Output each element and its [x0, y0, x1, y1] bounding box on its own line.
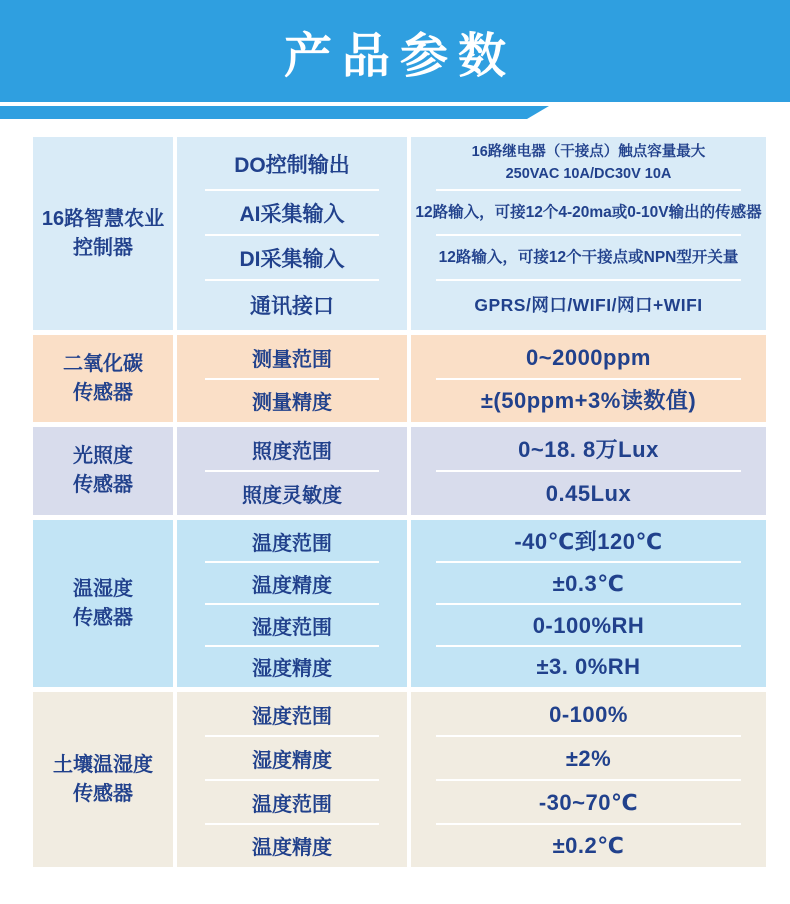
spec-value-line: ±0.3℃	[552, 570, 625, 596]
spec-value-line: 0-100%RH	[532, 612, 645, 638]
spec-row-label: DI采集输入	[177, 235, 407, 280]
spec-value-line: 12路输入，可接12个干接点或NPN型开关量	[438, 248, 739, 266]
spec-row-value	[411, 562, 766, 604]
spec-section-0	[33, 137, 766, 330]
spec-value-line: 250VAC 10A/DC30V 10A	[505, 165, 672, 182]
spec-value-line: -40℃到120℃	[514, 528, 663, 554]
section-name	[33, 692, 173, 867]
spec-row-label: 湿度范围	[252, 705, 332, 728]
section-name-line: 传感器	[73, 606, 133, 629]
spec-section-3	[33, 520, 766, 687]
spec-row-label: DO控制输出	[234, 153, 350, 177]
spec-row-label: 温度精度	[177, 562, 407, 604]
section-name-line: 二氧化碳	[63, 352, 143, 375]
section-name-line: 传感器	[73, 782, 133, 805]
spec-row-value	[411, 692, 766, 736]
section-name-line: 温湿度	[73, 577, 133, 600]
spec-value-line: ±2%	[565, 745, 612, 771]
spec-row-value	[411, 736, 766, 780]
spec-row-label: 通讯接口	[177, 280, 407, 330]
spec-value-line: GPRS/网口/WIFI/网口+WIFI	[474, 294, 703, 315]
spec-row-label: 湿度精度	[177, 646, 407, 687]
section-name	[33, 520, 173, 687]
section-values-column	[411, 335, 766, 422]
spec-value-line: 0.45Lux	[545, 480, 632, 506]
spec-row-value	[411, 520, 766, 562]
spec-row-label: 温度精度	[177, 824, 407, 867]
spec-row-value	[411, 190, 766, 235]
spec-row-value	[411, 335, 766, 379]
spec-row-value	[411, 646, 766, 687]
section-labels-column	[177, 520, 407, 687]
page-title: 产品参数	[283, 29, 516, 83]
spec-table	[33, 137, 766, 867]
section-name	[33, 427, 173, 515]
spec-row-label: 湿度范围	[177, 604, 407, 646]
spec-row-value	[411, 280, 766, 330]
spec-value-line: 0-100%	[549, 701, 628, 727]
spec-row-label: 湿度精度	[177, 736, 407, 780]
spec-section-1	[33, 335, 766, 422]
spec-value-line: 12路输入，可接12个4-20ma或0-10V输出的传感器	[415, 203, 762, 221]
section-name-line: 土壤温湿度	[53, 753, 153, 776]
spec-value-line: 0~2000ppm	[526, 344, 651, 370]
spec-section-4	[33, 692, 766, 867]
section-name-line: 传感器	[73, 474, 133, 496]
section-values-column	[411, 427, 766, 515]
spec-row-value	[411, 824, 766, 867]
spec-row-value	[411, 235, 766, 280]
section-values-column	[411, 692, 766, 867]
spec-value-line: -30~70℃	[538, 789, 639, 815]
spec-row-label: AI采集输入	[177, 190, 407, 235]
spec-row-value	[411, 604, 766, 646]
spec-value-line: 0~18. 8万Lux	[518, 436, 659, 462]
spec-value-line: 16路继电器（干接点）触点容量最大	[471, 143, 706, 160]
spec-row-value	[411, 379, 766, 422]
section-values-column	[411, 520, 766, 687]
spec-row-label: 照度灵敏度	[177, 471, 407, 515]
spec-value-line: ±0.2℃	[552, 833, 625, 858]
section-name	[33, 137, 173, 330]
section-name-line: 传感器	[73, 381, 133, 404]
section-name-line: 16路智慧农业	[41, 207, 165, 230]
spec-row-label: 温度范围	[252, 532, 332, 555]
spec-row-label: 温度范围	[177, 780, 407, 824]
section-labels-column	[177, 335, 407, 422]
section-labels-column	[177, 692, 407, 867]
section-name-line: 控制器	[73, 236, 133, 259]
section-name-line: 光照度	[73, 445, 133, 467]
spec-row-value	[411, 780, 766, 824]
spec-value-line: ±(50ppm+3%读数值)	[480, 388, 697, 413]
spec-row-value	[411, 471, 766, 515]
section-values-column	[411, 137, 766, 330]
spec-row-value	[411, 427, 766, 471]
spec-row-label: 照度范围	[252, 440, 332, 463]
spec-value-line: ±3. 0%RH	[536, 654, 641, 679]
header-banner	[0, 0, 790, 102]
spec-section-2	[33, 427, 766, 515]
accent-stripe	[0, 106, 549, 119]
spec-row-label: 测量范围	[252, 348, 332, 371]
spec-row-label: 测量精度	[177, 379, 407, 422]
spec-row-value	[411, 137, 766, 190]
section-labels-column	[177, 137, 407, 330]
section-name	[33, 335, 173, 422]
section-labels-column	[177, 427, 407, 515]
